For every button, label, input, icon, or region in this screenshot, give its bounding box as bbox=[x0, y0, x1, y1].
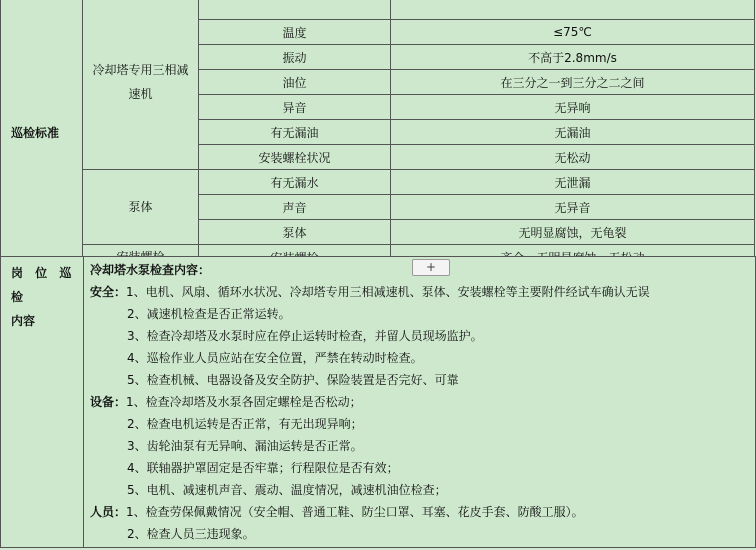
item-cell: 声音 bbox=[199, 195, 391, 220]
inspection-content-section bbox=[0, 256, 756, 548]
standard-cell: 在三分之一到三分之二之间 bbox=[391, 70, 755, 95]
list-item: 5、检查机械、电器设备及安全防护、保险装置是否完好、可靠 bbox=[127, 373, 459, 387]
equipment-heading: 设备： bbox=[90, 395, 127, 409]
item-cell: 油位 bbox=[199, 70, 391, 95]
standard-cell: 无漏油 bbox=[391, 120, 755, 145]
standard-cell bbox=[391, 0, 755, 20]
list-item: 3、检查冷却塔及水泵时应在停止运转时检查，并留人员现场监护。 bbox=[127, 329, 483, 343]
list-item: 2、检查电机运转是否正常，有无出现异响； bbox=[127, 417, 363, 431]
expand-button[interactable]: + bbox=[412, 259, 450, 276]
list-item: 4、巡检作业人员应站在安全位置，严禁在转动时检查。 bbox=[127, 351, 423, 365]
equipment-line bbox=[90, 393, 362, 411]
standard-cell: 无异响 bbox=[391, 95, 755, 120]
safety-heading: 安全： bbox=[90, 285, 127, 299]
item-cell: 异音 bbox=[199, 95, 391, 120]
list-item: 2、检查人员三违现象。 bbox=[127, 527, 255, 541]
list-item: 1、电机、风扇、循环水状况、冷却塔专用三相减速机、泵体、安装螺栓等主要附件经试车确认无误 bbox=[126, 285, 650, 299]
inspection-standard-table bbox=[0, 0, 755, 270]
list-item: 1、检查劳保佩戴情况（安全帽、普通工鞋、防尘口罩、耳塞、花皮手套、防酸工服）。 bbox=[126, 505, 584, 519]
table-row bbox=[1, 0, 755, 20]
item-cell: 温度 bbox=[199, 20, 391, 45]
list-item: 4、联轴器护罩固定是否牢靠；行程限位是否有效； bbox=[127, 461, 399, 475]
item-cell: 泵体 bbox=[199, 220, 391, 245]
item-cell bbox=[199, 0, 391, 20]
table-row bbox=[1, 170, 755, 195]
list-item: 5、电机、减速机声音、震动、温度情况，减速机油位检查； bbox=[127, 483, 447, 497]
section-label-line: 岗 位 巡 检 bbox=[11, 266, 76, 304]
list-item: 1、检查冷却塔及水泵各固定螺栓是否松动； bbox=[126, 395, 362, 409]
standard-cell: 无松动 bbox=[391, 145, 755, 170]
item-cell: 有无漏油 bbox=[199, 120, 391, 145]
safety-line bbox=[90, 283, 650, 301]
standard-cell: 无明显腐蚀，无龟裂 bbox=[391, 220, 755, 245]
group-label-reducer bbox=[83, 0, 199, 170]
section-label-line: 内容 bbox=[11, 314, 36, 328]
standard-cell: 无泄漏 bbox=[391, 170, 755, 195]
personnel-line bbox=[90, 503, 584, 521]
item-cell: 安装螺栓状况 bbox=[199, 145, 391, 170]
group-label-text: 冷却塔专用三相减速机 bbox=[92, 63, 189, 101]
list-item: 3、齿轮油泵有无异响、漏油运转是否正常。 bbox=[127, 439, 363, 453]
standard-cell: 不高于2.8mm/s bbox=[391, 45, 755, 70]
item-cell: 振动 bbox=[199, 45, 391, 70]
standard-cell: ≤75℃ bbox=[391, 20, 755, 45]
content-title: 冷却塔水泵检查内容： bbox=[90, 263, 211, 277]
column-divider bbox=[83, 257, 84, 547]
personnel-heading: 人员： bbox=[90, 505, 127, 519]
item-cell: 有无漏水 bbox=[199, 170, 391, 195]
section-label-content bbox=[11, 261, 77, 333]
list-item: 2、减速机检查是否正常运转。 bbox=[127, 307, 291, 321]
standard-cell: 无异音 bbox=[391, 195, 755, 220]
group-label-pump: 泵体 bbox=[83, 170, 199, 245]
section-label-standard: 巡检标准 bbox=[1, 0, 83, 270]
